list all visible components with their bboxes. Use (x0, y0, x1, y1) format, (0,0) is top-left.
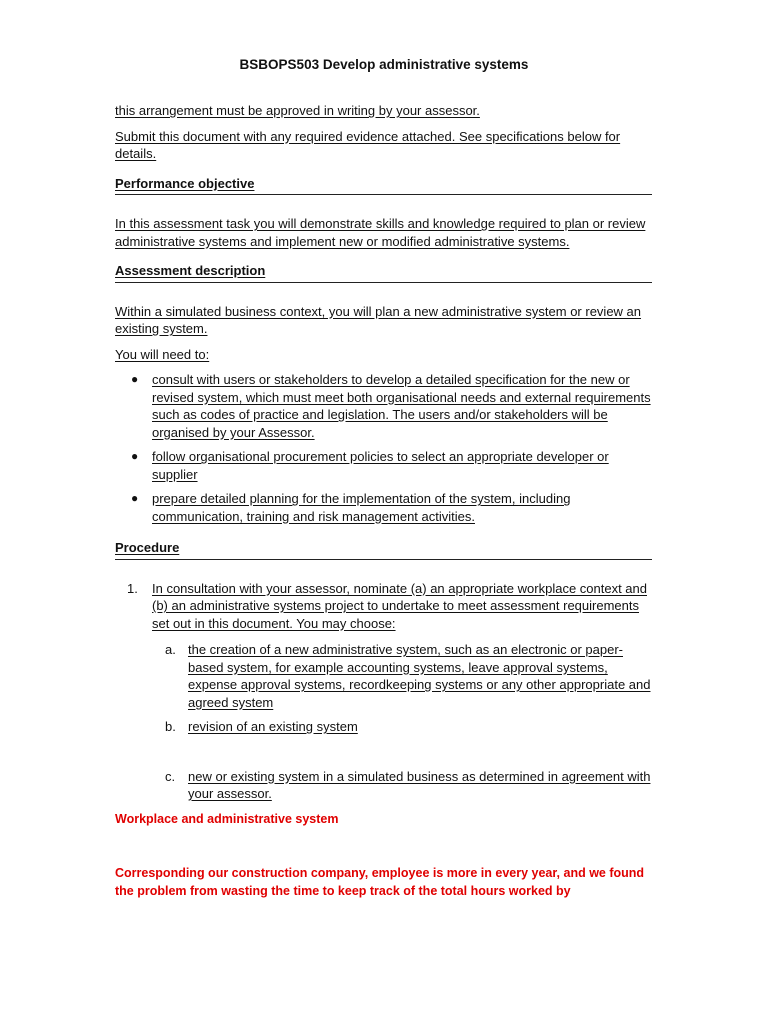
step-number: 1. (127, 580, 138, 596)
page-header-title: BSBOPS503 Develop administrative systems (239, 57, 529, 72)
option-item (152, 718, 652, 736)
option-text: new or existing system in a simulated business as determined in agreement with your assessor. (188, 768, 651, 801)
performance-objective-heading-label: Performance objective (115, 175, 255, 191)
list-item-text: consult with users or stakeholders to develop a detailed specification for the new or revised system, which must meet both organisational needs and external requirements such as codes of practice and legislation. The users and/or stakeholders will be organised by your Assessor. (152, 372, 651, 440)
answer-text: Corresponding our construction company, employee is more in every year, and we found the problem from wasting the time to keep track of the total hours worked by (115, 865, 645, 898)
assessment-description-heading (115, 262, 652, 283)
list-item (115, 490, 652, 525)
option-letter: c. (165, 768, 176, 784)
assessment-description-text: Within a simulated business context, you will plan a new administrative system or review an existing system. (115, 303, 642, 336)
bullet-icon: ● (131, 449, 139, 463)
option-letter: a. (165, 642, 176, 657)
procedure-steps (115, 580, 652, 803)
performance-objective-text: In this assessment task you will demonstrate skills and knowledge required to plan or review administrative systems and implement new or modified administrative systems. (115, 216, 646, 249)
list-item-text: follow organisational procurement policies to select an appropriate developer or supplier (152, 449, 609, 482)
option-item (152, 768, 652, 803)
step-text: In consultation with your assessor, nominate (a) an appropriate workplace context and (b) an administrative systems project to undertake to meet assessment requirements set out in this document. You may choose: (152, 580, 647, 631)
option-text: revision of an existing system (188, 719, 358, 734)
list-item (115, 448, 652, 483)
performance-objective-heading (115, 175, 652, 196)
option-text: the creation of a new administrative system, such as an electronic or paper-based system, for example accounting systems, leave approval systems, expense approval systems, recordkeeping systems or any other appropriate and agreed system (188, 642, 651, 710)
document-content (115, 102, 652, 900)
option-letter: b. (165, 719, 176, 734)
list-item (115, 371, 652, 441)
intro-paragraph-1: this arrangement must be approved in writing by your assessor. (115, 103, 480, 118)
bullet-icon: ● (131, 372, 139, 386)
procedure-heading (115, 539, 652, 560)
option-item (152, 641, 652, 711)
answer-heading: Workplace and administrative system (115, 811, 339, 826)
need-to-label: You will need to: (115, 346, 210, 362)
assessment-description-heading-label: Assessment description (115, 263, 266, 278)
procedure-heading-label: Procedure (115, 540, 180, 555)
list-item-text: prepare detailed planning for the implementation of the system, including communication, training and risk management activities. (152, 491, 571, 524)
procedure-step (115, 580, 652, 803)
requirements-list (115, 371, 652, 525)
step-options (152, 641, 652, 803)
bullet-icon: ● (131, 491, 139, 505)
intro-paragraph-2: Submit this document with any required evidence attached. See specifications below for details. (115, 128, 621, 161)
